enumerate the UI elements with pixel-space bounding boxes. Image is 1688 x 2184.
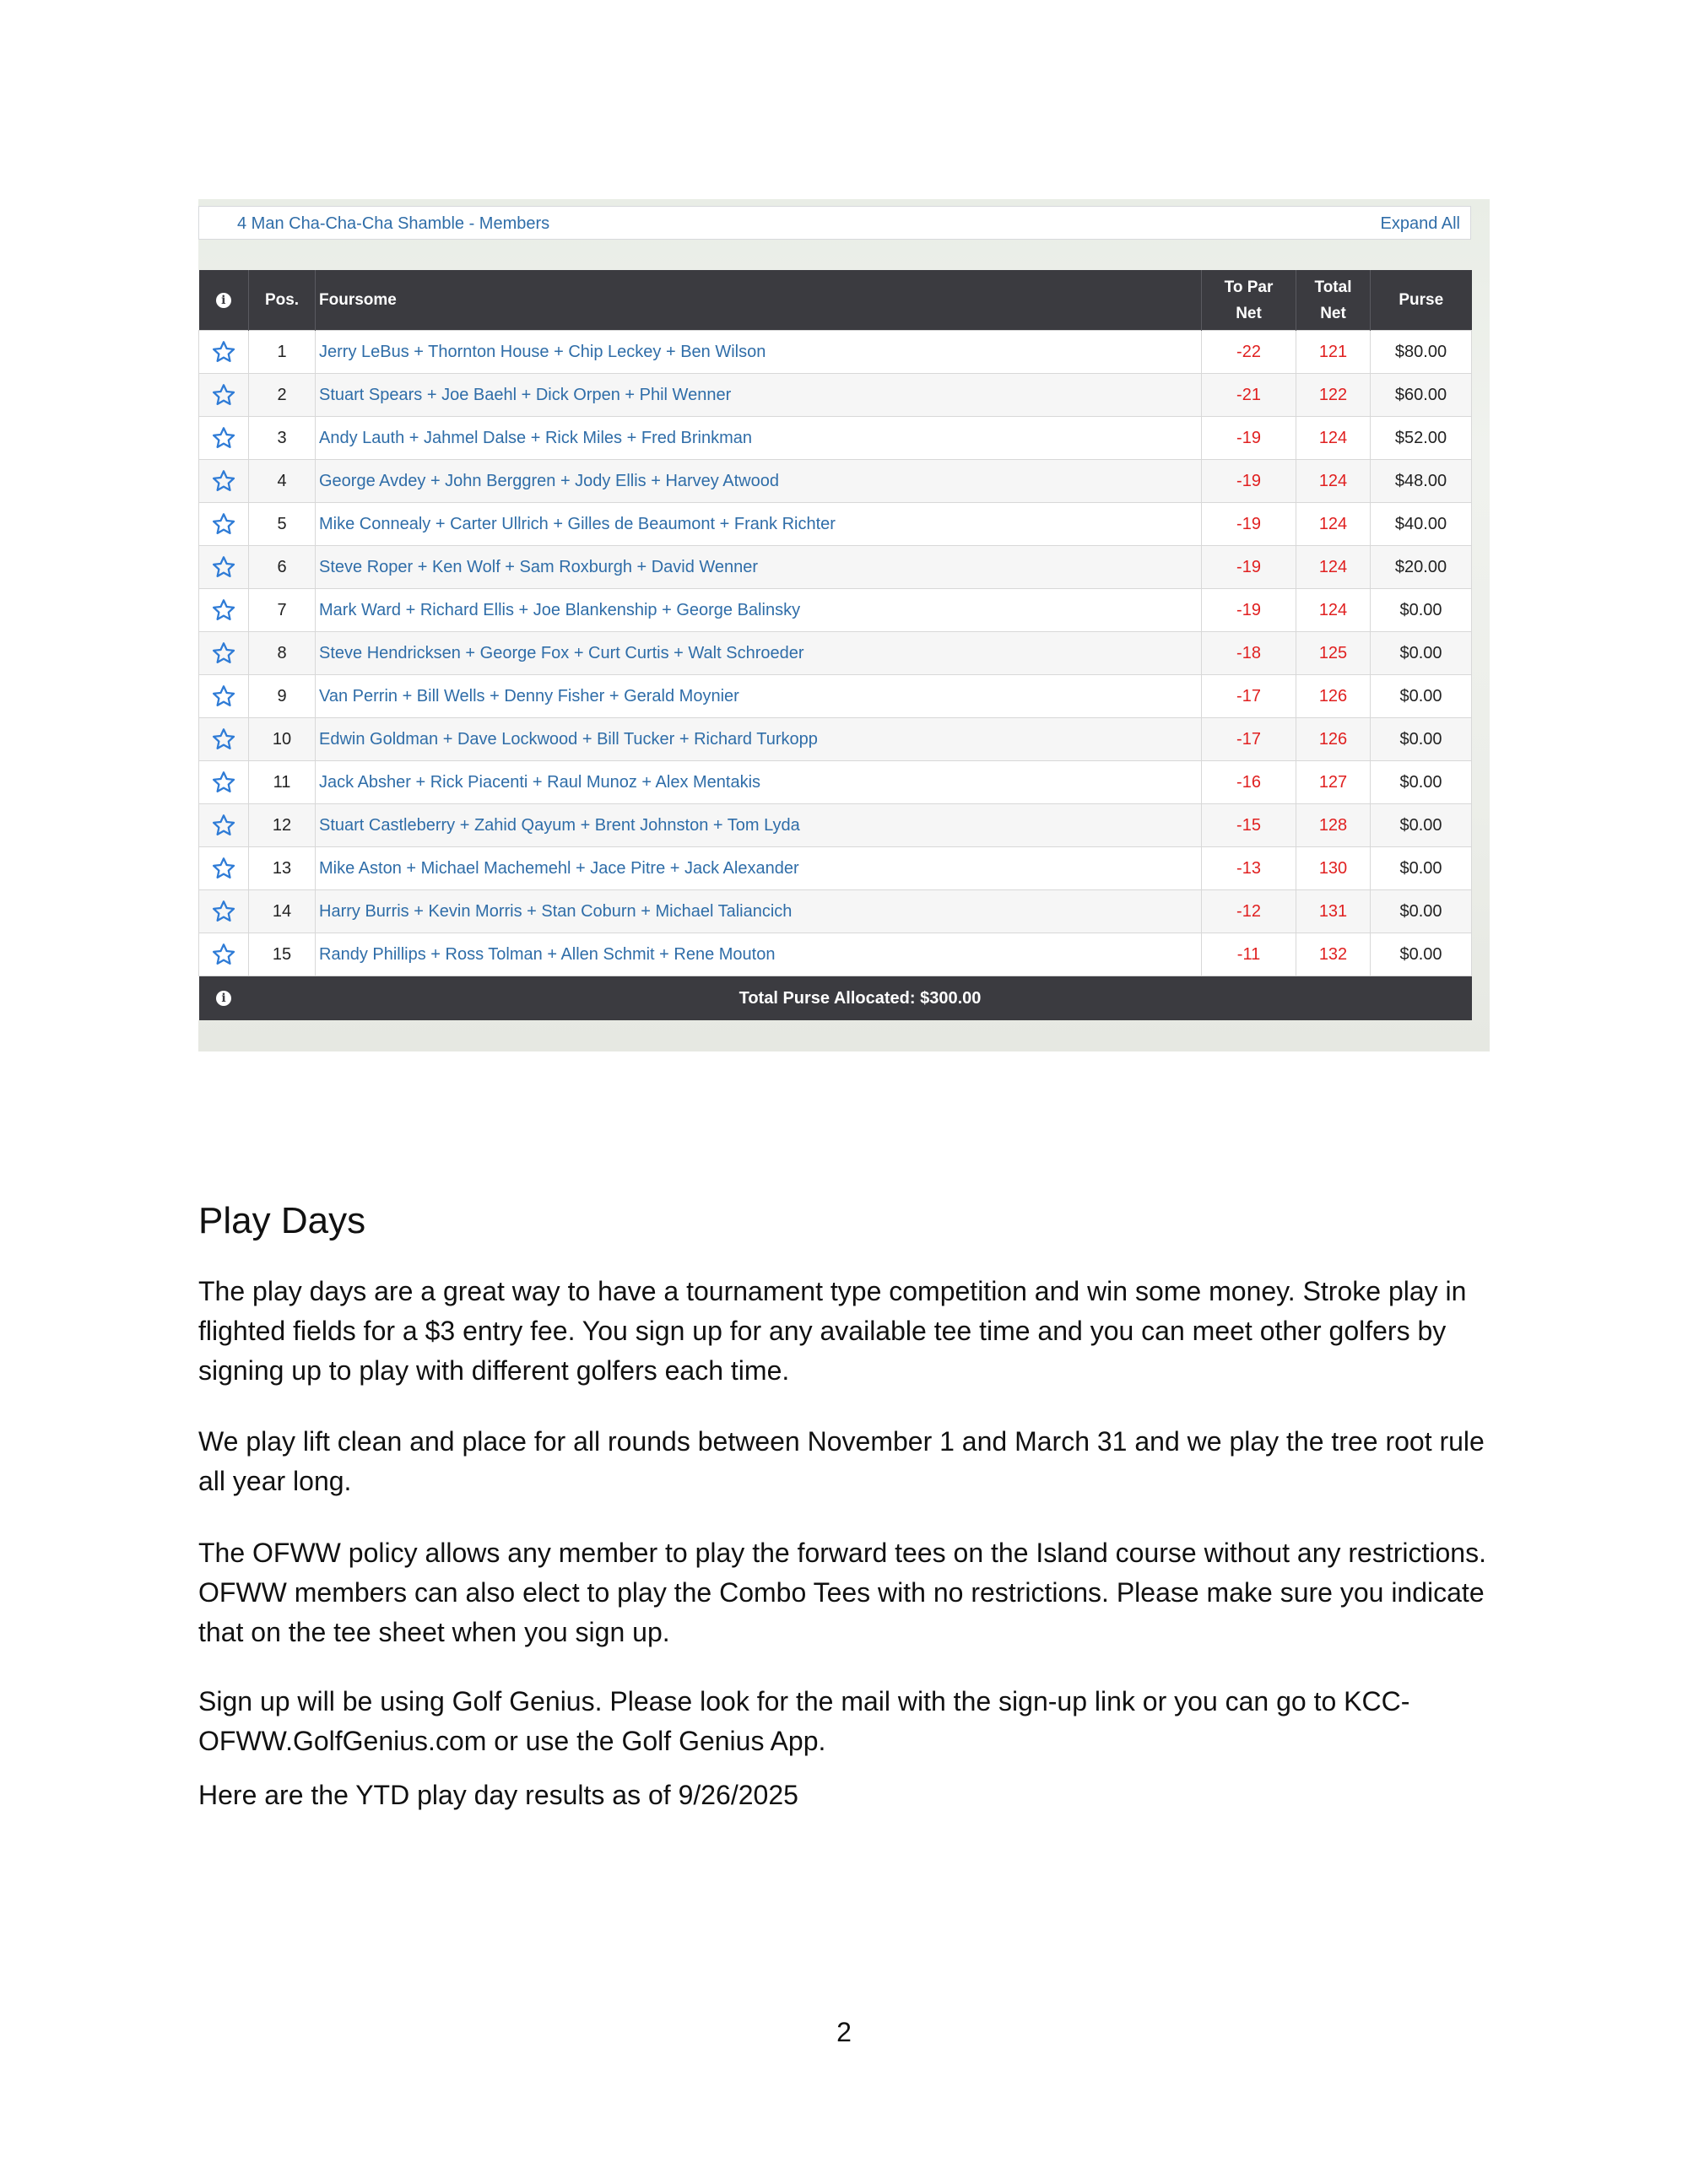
to-par-net-cell: -15 [1202,804,1296,847]
star-icon[interactable] [211,641,236,666]
purse-cell: $52.00 [1371,417,1472,460]
favorite-star-cell[interactable] [199,460,249,503]
position-cell: 2 [249,374,316,417]
expand-all-link[interactable]: Expand All [1380,214,1460,233]
table-footer-row [199,976,1472,1021]
to-par-net-column-header [1202,270,1296,331]
to-par-net-cell: -19 [1202,503,1296,546]
total-net-cell: 121 [1296,331,1371,374]
foursome-link[interactable]: Steve Roper + Ken Wolf + Sam Roxburgh + David Wenner [316,546,1202,589]
to-par-header-line2: Net [1236,304,1262,322]
purse-cell: $20.00 [1371,546,1472,589]
star-icon[interactable] [211,597,236,623]
foursome-link[interactable]: Mike Aston + Michael Machemehl + Jace Pitre + Jack Alexander [316,847,1202,890]
total-net-cell: 131 [1296,890,1371,933]
star-icon[interactable] [211,382,236,408]
total-net-cell: 127 [1296,761,1371,804]
table-row [199,374,1472,417]
purse-cell: $0.00 [1371,632,1472,675]
table-row [199,933,1472,976]
info-column-header[interactable] [199,270,249,331]
position-cell: 7 [249,589,316,632]
foursome-link[interactable]: Harry Burris + Kevin Morris + Stan Coburn + Michael Taliancich [316,890,1202,933]
purse-cell: $80.00 [1371,331,1472,374]
to-par-net-cell: -17 [1202,718,1296,761]
foursome-link[interactable]: Jack Absher + Rick Piacenti + Raul Munoz + Alex Mentakis [316,761,1202,804]
star-icon[interactable] [211,770,236,795]
favorite-star-cell[interactable] [199,847,249,890]
position-cell: 5 [249,503,316,546]
table-row [199,417,1472,460]
table-row [199,331,1472,374]
position-cell: 13 [249,847,316,890]
table-row [199,847,1472,890]
footer-info-cell[interactable] [199,976,249,1021]
total-net-cell: 132 [1296,933,1371,976]
pos-column-header: Pos. [249,270,316,331]
total-net-cell: 128 [1296,804,1371,847]
foursome-link[interactable]: Mike Connealy + Carter Ullrich + Gilles de Beaumont + Frank Richter [316,503,1202,546]
leaderboard-rows [199,331,1472,976]
star-icon[interactable] [211,468,236,494]
foursome-link[interactable]: Jerry LeBus + Thornton House + Chip Leckey + Ben Wilson [316,331,1202,374]
to-par-net-cell: -19 [1202,417,1296,460]
purse-cell: $48.00 [1371,460,1472,503]
paragraph-sign-up: Sign up will be using Golf Genius. Please look for the mail with the sign-up link or you can go to KCC-OFWW.GolfGenius.com or use the Golf Genius App. [198,1686,1410,1756]
to-par-net-cell: -22 [1202,331,1296,374]
foursome-link[interactable]: Andy Lauth + Jahmel Dalse + Rick Miles + Fred Brinkman [316,417,1202,460]
to-par-net-cell: -13 [1202,847,1296,890]
total-net-cell: 124 [1296,546,1371,589]
favorite-star-cell[interactable] [199,374,249,417]
favorite-star-cell[interactable] [199,718,249,761]
widget-title-bar [198,206,1471,240]
table-row [199,632,1472,675]
table-header-row [199,270,1472,331]
to-par-header-line1: To Par [1224,278,1274,296]
favorite-star-cell[interactable] [199,890,249,933]
position-cell: 3 [249,417,316,460]
position-cell: 4 [249,460,316,503]
purse-cell: $0.00 [1371,847,1472,890]
star-icon[interactable] [211,813,236,838]
purse-cell: $40.00 [1371,503,1472,546]
to-par-net-cell: -16 [1202,761,1296,804]
total-net-cell: 130 [1296,847,1371,890]
total-net-cell: 126 [1296,675,1371,718]
purse-cell: $0.00 [1371,933,1472,976]
paragraph-lift-clean-place: We play lift clean and place for all rounds between November 1 and March 31 and we play the tree root rule all year long. [198,1426,1485,1496]
paragraph-ytd-results: Here are the YTD play day results as of 9/26/2025 [198,1780,798,1810]
table-row [199,675,1472,718]
leaderboard-widget [198,199,1490,1051]
star-icon[interactable] [211,339,236,365]
favorite-star-cell[interactable] [199,546,249,589]
table-row [199,761,1472,804]
paragraph-forward-tees-policy: The OFWW policy allows any member to play the forward tees on the Island course without any restrictions. OFWW members can also elect to play the Combo Tees with no restrictions. Please make sure you indicate that on the tee sheet when you sign up. [198,1538,1486,1647]
star-icon[interactable] [211,511,236,537]
star-icon[interactable] [211,425,236,451]
purse-cell: $0.00 [1371,718,1472,761]
total-net-cell: 124 [1296,503,1371,546]
total-net-cell: 122 [1296,374,1371,417]
favorite-star-cell[interactable] [199,417,249,460]
table-row [199,460,1472,503]
total-net-cell: 124 [1296,417,1371,460]
star-icon[interactable] [211,856,236,881]
position-cell: 14 [249,890,316,933]
total-net-cell: 125 [1296,632,1371,675]
position-cell: 9 [249,675,316,718]
table-row [199,718,1472,761]
to-par-net-cell: -11 [1202,933,1296,976]
total-net-cell: 126 [1296,718,1371,761]
favorite-star-cell[interactable] [199,331,249,374]
to-par-net-cell: -21 [1202,374,1296,417]
favorite-star-cell[interactable] [199,589,249,632]
to-par-net-cell: -12 [1202,890,1296,933]
table-row [199,804,1472,847]
position-cell: 15 [249,933,316,976]
foursome-link[interactable]: Stuart Castleberry + Zahid Qayum + Brent Johnston + Tom Lyda [316,804,1202,847]
position-cell: 12 [249,804,316,847]
total-header-line1: Total [1314,278,1352,296]
table-row [199,589,1472,632]
star-icon[interactable] [211,727,236,752]
foursome-link[interactable]: Randy Phillips + Ross Tolman + Allen Schmit + Rene Mouton [316,933,1202,976]
foursome-link[interactable]: Stuart Spears + Joe Baehl + Dick Orpen + Phil Wenner [316,374,1202,417]
to-par-net-cell: -17 [1202,675,1296,718]
favorite-star-cell[interactable] [199,761,249,804]
total-net-cell: 124 [1296,589,1371,632]
section-heading: Play Days [198,1200,366,1241]
position-cell: 8 [249,632,316,675]
to-par-net-cell: -18 [1202,632,1296,675]
table-row [199,890,1472,933]
favorite-star-cell[interactable] [199,675,249,718]
info-icon: i [216,293,231,308]
star-icon[interactable] [211,684,236,709]
favorite-star-cell[interactable] [199,632,249,675]
star-icon[interactable] [211,554,236,580]
total-purse-allocated: Total Purse Allocated: $300.00 [249,976,1472,1021]
favorite-star-cell[interactable] [199,804,249,847]
purse-cell: $0.00 [1371,675,1472,718]
position-cell: 1 [249,331,316,374]
purse-cell: $0.00 [1371,804,1472,847]
to-par-net-cell: -19 [1202,460,1296,503]
purse-cell: $60.00 [1371,374,1472,417]
purse-column-header: Purse [1371,270,1472,331]
page-number: 2 [836,2017,852,2047]
foursome-link[interactable]: Mark Ward + Richard Ellis + Joe Blankenship + George Balinsky [316,589,1202,632]
total-header-line2: Net [1320,304,1346,322]
position-cell: 10 [249,718,316,761]
widget-title[interactable]: 4 Man Cha-Cha-Cha Shamble - Members [237,214,550,233]
leaderboard-table [198,270,1472,1020]
table-row [199,546,1472,589]
purse-cell: $0.00 [1371,761,1472,804]
foursome-link[interactable]: George Avdey + John Berggren + Jody Ellis + Harvey Atwood [316,460,1202,503]
favorite-star-cell[interactable] [199,933,249,976]
foursome-column-header: Foursome [316,270,1202,331]
purse-cell: $0.00 [1371,890,1472,933]
foursome-link[interactable]: Edwin Goldman + Dave Lockwood + Bill Tucker + Richard Turkopp [316,718,1202,761]
position-cell: 6 [249,546,316,589]
purse-cell: $0.00 [1371,589,1472,632]
foursome-link[interactable]: Steve Hendricksen + George Fox + Curt Curtis + Walt Schroeder [316,632,1202,675]
total-net-cell: 124 [1296,460,1371,503]
star-icon[interactable] [211,899,236,924]
favorite-star-cell[interactable] [199,503,249,546]
foursome-link[interactable]: Van Perrin + Bill Wells + Denny Fisher + Gerald Moynier [316,675,1202,718]
total-net-column-header [1296,270,1371,331]
star-icon[interactable] [211,942,236,967]
to-par-net-cell: -19 [1202,546,1296,589]
position-cell: 11 [249,761,316,804]
info-icon: i [216,991,231,1006]
to-par-net-cell: -19 [1202,589,1296,632]
paragraph-entry-fee: The play days are a great way to have a tournament type competition and win some money. Stroke play in flighted fields for a $3 entry fee. You sign up for any available tee time and you can meet other golfers by signing up to play with different golfers each time. [198,1276,1467,1386]
table-row [199,503,1472,546]
